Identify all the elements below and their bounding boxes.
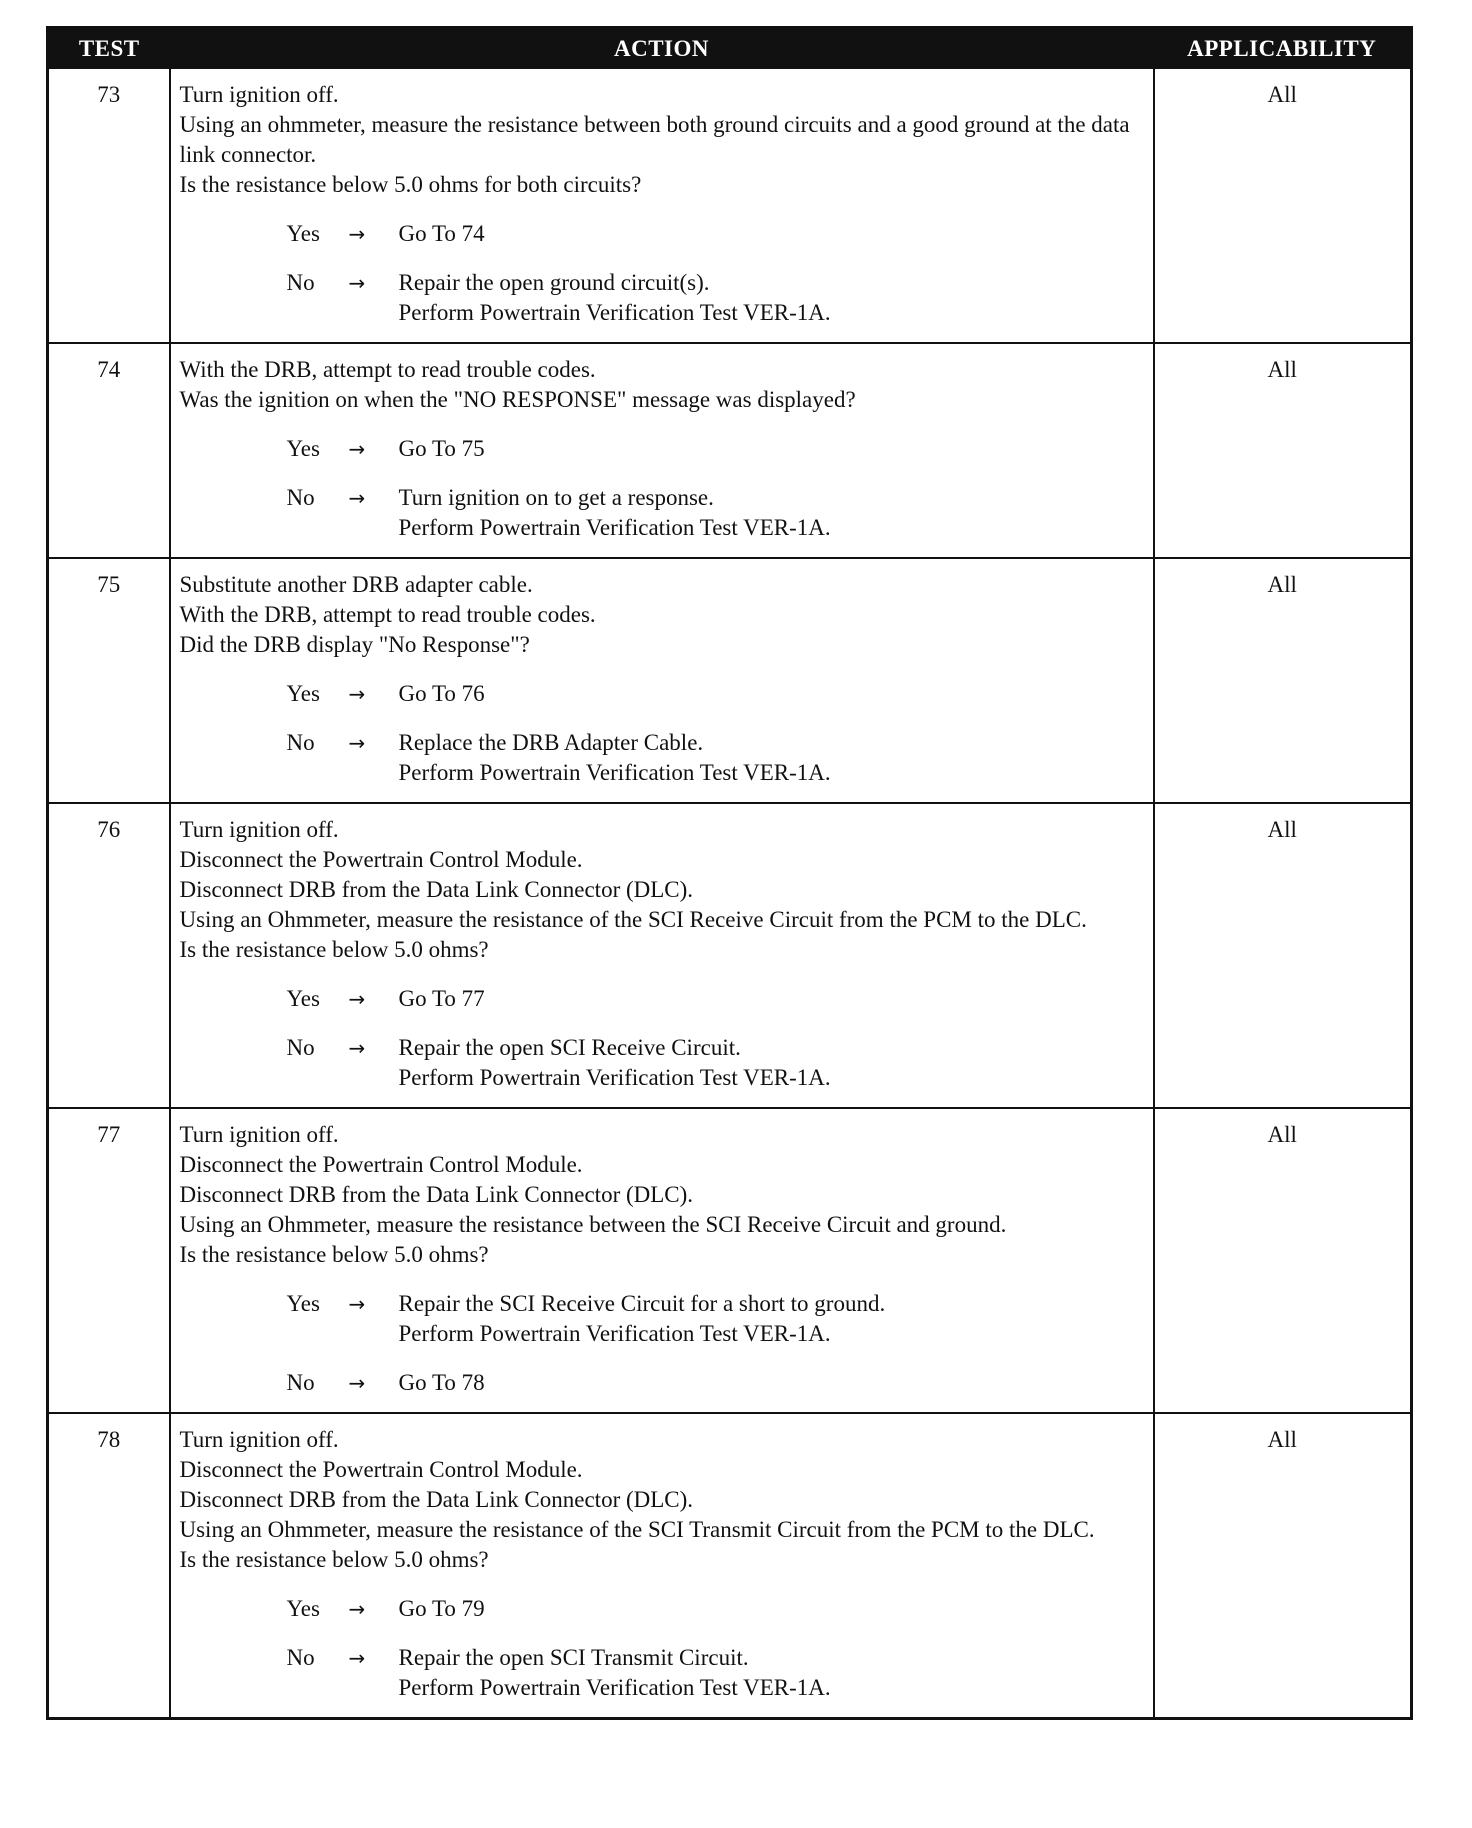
action-step: Was the ignition on when the "NO RESPONSE" message was displayed? bbox=[179, 387, 856, 412]
document-page bbox=[46, 26, 1410, 1720]
result-line: Go To 77 bbox=[398, 986, 485, 1011]
outcome-answer: Yes bbox=[286, 221, 320, 246]
action-cell bbox=[170, 803, 1154, 1108]
test-number: 78 bbox=[48, 1413, 170, 1719]
diagnostic-table bbox=[46, 26, 1413, 1720]
outcome-result bbox=[399, 219, 1149, 249]
action-step: Substitute another DRB adapter cable. bbox=[179, 572, 533, 597]
outcome-no bbox=[287, 1643, 1149, 1703]
action-step: Is the resistance below 5.0 ohms? bbox=[179, 1547, 489, 1572]
outcome-yes bbox=[287, 1289, 1149, 1349]
applicability-value: All bbox=[1154, 558, 1412, 803]
result-line: Replace the DRB Adapter Cable. bbox=[398, 730, 704, 755]
action-step: Disconnect DRB from the Data Link Connector (DLC). bbox=[179, 877, 694, 902]
right-arrow-icon: → bbox=[348, 1371, 366, 1395]
outcome-no bbox=[287, 268, 1149, 328]
right-arrow-icon: → bbox=[348, 486, 366, 510]
table-row bbox=[48, 1413, 1412, 1719]
action-step: Using an ohmmeter, measure the resistance between both ground circuits and a good ground at the data link connector. bbox=[179, 112, 1130, 167]
test-number: 75 bbox=[48, 558, 170, 803]
outcome-answer: Yes bbox=[286, 681, 320, 706]
result-line: Go To 76 bbox=[398, 681, 485, 706]
right-arrow-icon: → bbox=[348, 1292, 366, 1316]
action-step: Using an Ohmmeter, measure the resistance of the SCI Transmit Circuit from the PCM to the DLC. bbox=[179, 1517, 1095, 1542]
outcome-answer: Yes bbox=[286, 1596, 320, 1621]
result-line: Repair the SCI Receive Circuit for a short to ground. bbox=[398, 1291, 886, 1316]
table-row bbox=[48, 69, 1412, 343]
header-action: ACTION bbox=[170, 28, 1154, 70]
action-step: Disconnect DRB from the Data Link Connector (DLC). bbox=[179, 1487, 694, 1512]
table-row bbox=[48, 558, 1412, 803]
outcome-yes bbox=[287, 984, 1149, 1014]
action-step: Disconnect DRB from the Data Link Connector (DLC). bbox=[179, 1182, 694, 1207]
right-arrow-icon: → bbox=[348, 1036, 366, 1060]
result-line: Perform Powertrain Verification Test VER-1A. bbox=[398, 1321, 831, 1346]
right-arrow-icon: → bbox=[348, 437, 366, 461]
result-line: Go To 75 bbox=[398, 436, 485, 461]
result-line: Go To 78 bbox=[398, 1370, 485, 1395]
outcome-answer: Yes bbox=[286, 1291, 320, 1316]
action-cell bbox=[170, 343, 1154, 558]
outcome-result bbox=[399, 679, 1149, 709]
outcome-answer: No bbox=[286, 485, 315, 510]
outcome-result bbox=[399, 1289, 1149, 1349]
right-arrow-icon: → bbox=[348, 1597, 366, 1621]
outcome-answer: No bbox=[286, 1645, 315, 1670]
action-cell bbox=[170, 558, 1154, 803]
action-step: Using an Ohmmeter, measure the resistance of the SCI Receive Circuit from the PCM to the DLC. bbox=[179, 907, 1087, 932]
header-applicability: APPLICABILITY bbox=[1154, 28, 1412, 70]
action-cell bbox=[170, 1413, 1154, 1719]
applicability-value: All bbox=[1154, 343, 1412, 558]
result-line: Go To 79 bbox=[398, 1596, 485, 1621]
table-row bbox=[48, 803, 1412, 1108]
action-step: Turn ignition off. bbox=[179, 82, 339, 107]
result-line: Perform Powertrain Verification Test VER-1A. bbox=[398, 515, 831, 540]
outcome-no bbox=[287, 1368, 1149, 1398]
table-body bbox=[48, 69, 1412, 1719]
action-step: Disconnect the Powertrain Control Module. bbox=[179, 847, 583, 872]
result-line: Perform Powertrain Verification Test VER-1A. bbox=[398, 760, 831, 785]
action-cell bbox=[170, 69, 1154, 343]
result-line: Repair the open ground circuit(s). bbox=[398, 270, 710, 295]
right-arrow-icon: → bbox=[348, 682, 366, 706]
applicability-value: All bbox=[1154, 69, 1412, 343]
action-step: Turn ignition off. bbox=[179, 1122, 339, 1147]
action-step: Is the resistance below 5.0 ohms? bbox=[179, 937, 489, 962]
outcome-result bbox=[399, 1643, 1149, 1703]
outcome-result bbox=[399, 483, 1149, 543]
header-test: TEST bbox=[48, 28, 170, 70]
applicability-value: All bbox=[1154, 803, 1412, 1108]
outcome-answer: No bbox=[286, 1035, 315, 1060]
applicability-value: All bbox=[1154, 1108, 1412, 1413]
action-step: With the DRB, attempt to read trouble codes. bbox=[179, 357, 596, 382]
outcome-answer: No bbox=[286, 730, 315, 755]
action-step: Using an Ohmmeter, measure the resistance between the SCI Receive Circuit and ground. bbox=[179, 1212, 1007, 1237]
test-number: 76 bbox=[48, 803, 170, 1108]
table-row bbox=[48, 1108, 1412, 1413]
applicability-value: All bbox=[1154, 1413, 1412, 1719]
test-number: 74 bbox=[48, 343, 170, 558]
right-arrow-icon: → bbox=[348, 987, 366, 1011]
outcome-no bbox=[287, 728, 1149, 788]
outcome-result bbox=[399, 728, 1149, 788]
action-step: Turn ignition off. bbox=[179, 1427, 339, 1452]
outcome-result bbox=[399, 984, 1149, 1014]
test-number: 73 bbox=[48, 69, 170, 343]
outcome-result bbox=[399, 1368, 1149, 1398]
action-step: With the DRB, attempt to read trouble codes. bbox=[179, 602, 596, 627]
outcome-result bbox=[399, 1033, 1149, 1093]
action-step: Turn ignition off. bbox=[179, 817, 339, 842]
result-line: Perform Powertrain Verification Test VER-1A. bbox=[398, 300, 831, 325]
right-arrow-icon: → bbox=[348, 731, 366, 755]
action-cell bbox=[170, 1108, 1154, 1413]
result-line: Go To 74 bbox=[398, 221, 485, 246]
action-step: Did the DRB display "No Response"? bbox=[179, 632, 530, 657]
outcome-yes bbox=[287, 1594, 1149, 1624]
result-line: Turn ignition on to get a response. bbox=[398, 485, 714, 510]
test-number: 77 bbox=[48, 1108, 170, 1413]
result-line: Repair the open SCI Receive Circuit. bbox=[398, 1035, 741, 1060]
outcome-yes bbox=[287, 434, 1149, 464]
outcome-result bbox=[399, 1594, 1149, 1624]
result-line: Perform Powertrain Verification Test VER-1A. bbox=[398, 1675, 831, 1700]
result-line: Perform Powertrain Verification Test VER-1A. bbox=[398, 1065, 831, 1090]
outcome-result bbox=[399, 268, 1149, 328]
action-step: Disconnect the Powertrain Control Module. bbox=[179, 1457, 583, 1482]
table-row bbox=[48, 343, 1412, 558]
action-step: Is the resistance below 5.0 ohms? bbox=[179, 1242, 489, 1267]
outcome-answer: Yes bbox=[286, 436, 320, 461]
outcome-no bbox=[287, 483, 1149, 543]
outcome-result bbox=[399, 434, 1149, 464]
outcome-answer: No bbox=[286, 1370, 315, 1395]
outcome-yes bbox=[287, 219, 1149, 249]
action-step: Disconnect the Powertrain Control Module. bbox=[179, 1152, 583, 1177]
outcome-yes bbox=[287, 679, 1149, 709]
right-arrow-icon: → bbox=[348, 271, 366, 295]
outcome-no bbox=[287, 1033, 1149, 1093]
outcome-answer: No bbox=[286, 270, 315, 295]
result-line: Repair the open SCI Transmit Circuit. bbox=[398, 1645, 749, 1670]
right-arrow-icon: → bbox=[348, 222, 366, 246]
table-header-row bbox=[48, 28, 1412, 70]
outcome-answer: Yes bbox=[286, 986, 320, 1011]
right-arrow-icon: → bbox=[348, 1646, 366, 1670]
action-step: Is the resistance below 5.0 ohms for both circuits? bbox=[179, 172, 642, 197]
